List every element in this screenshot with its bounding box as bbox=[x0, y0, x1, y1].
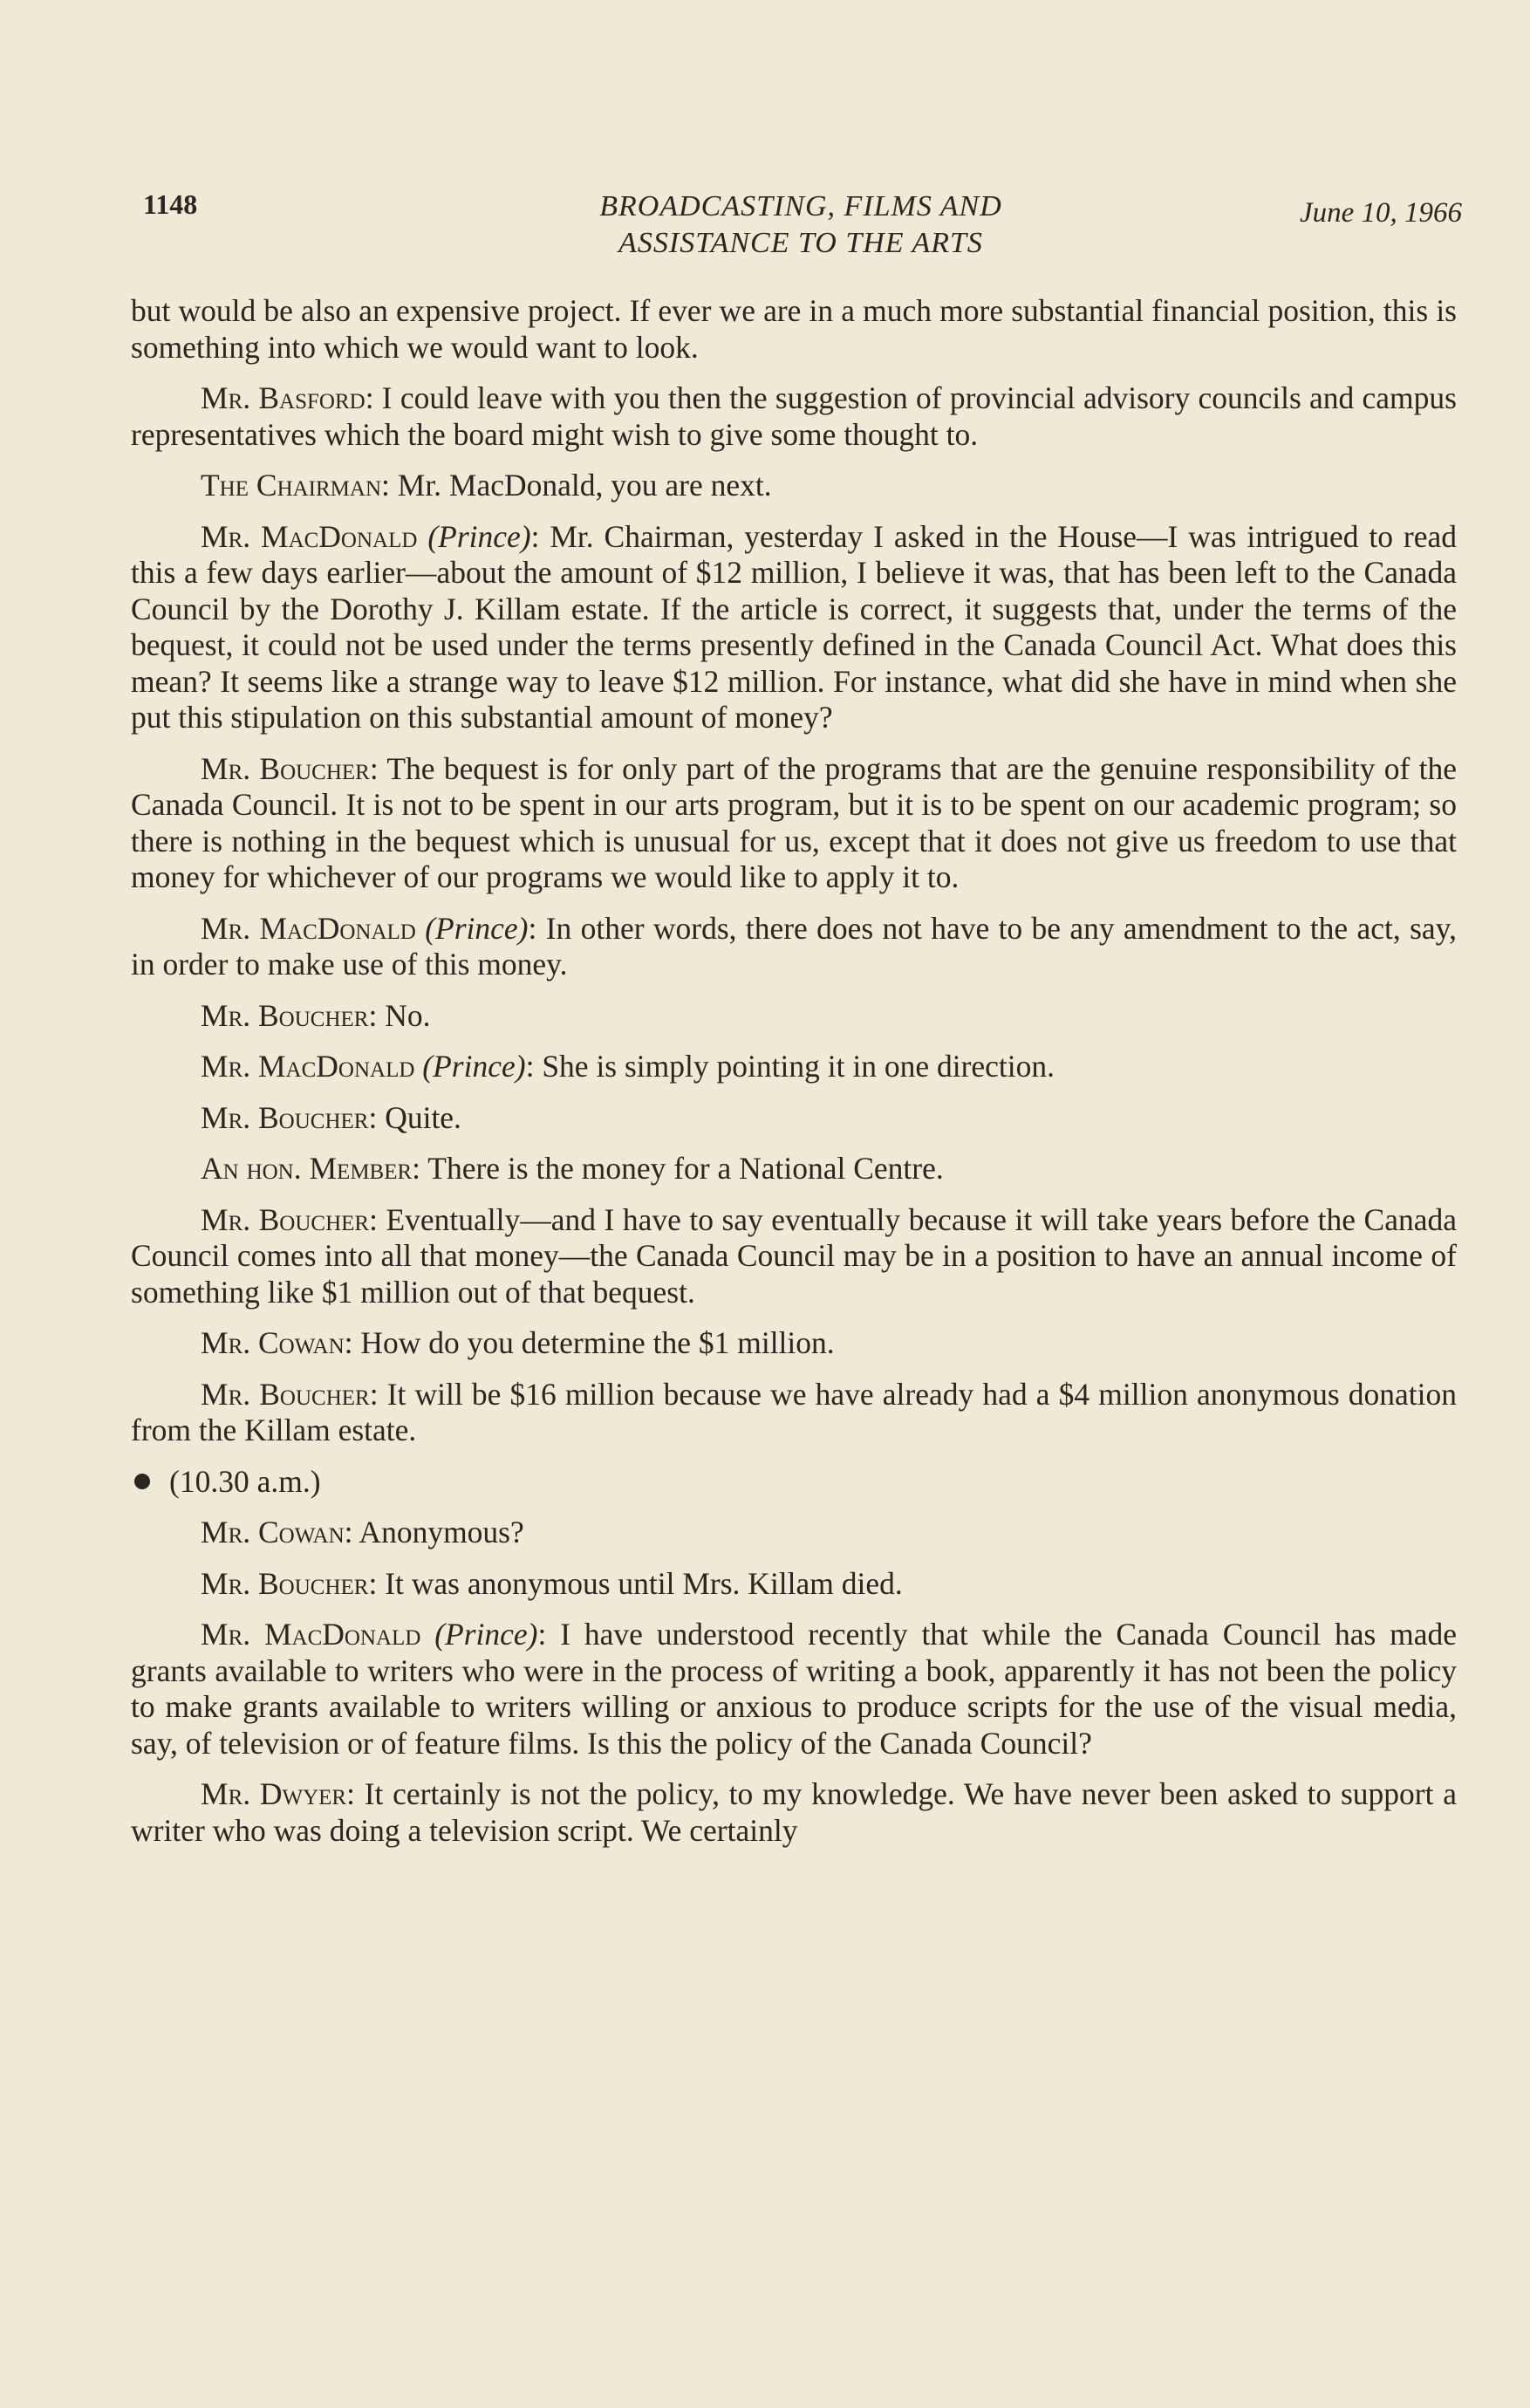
speaker-name: Mr. MacDonald bbox=[201, 1617, 421, 1652]
paragraph bbox=[131, 1515, 1457, 1551]
paragraph-text: : She is simply pointing it in one direction. bbox=[525, 1049, 1055, 1084]
speaker-constituency: (Prince) bbox=[434, 1617, 538, 1652]
time-marker bbox=[131, 1464, 1457, 1501]
paragraph bbox=[131, 1202, 1457, 1311]
paragraph-text: : How do you determine the $1 million. bbox=[344, 1325, 835, 1360]
paragraph bbox=[131, 1151, 1457, 1187]
speaker-name: Mr. Dwyer bbox=[201, 1776, 347, 1811]
running-title-line-1: BROADCASTING, FILMS AND bbox=[599, 190, 1002, 222]
paragraph bbox=[131, 1325, 1457, 1362]
paragraph bbox=[131, 911, 1457, 983]
speaker-name: Mr. MacDonald bbox=[201, 1049, 415, 1084]
paragraph-text: : It will be $16 million because we have already had a $4 million anonymous donation from the Killam estate. bbox=[131, 1376, 1458, 1447]
speaker-name: Mr. Cowan bbox=[201, 1515, 345, 1549]
paragraph bbox=[131, 1776, 1457, 1849]
paragraph bbox=[131, 1377, 1457, 1449]
paragraph bbox=[131, 751, 1457, 896]
running-title-line-2: ASSISTANCE TO THE ARTS bbox=[618, 227, 983, 259]
header-date: June 10, 1966 bbox=[1299, 197, 1462, 229]
speaker-constituency: (Prince) bbox=[425, 910, 529, 946]
speaker-name: Mr. Boucher bbox=[201, 1201, 370, 1237]
paragraph bbox=[131, 1049, 1457, 1085]
running-title bbox=[140, 188, 1462, 262]
speaker-constituency: (Prince) bbox=[422, 1049, 526, 1084]
paragraph bbox=[131, 468, 1457, 504]
paragraph-text: : In other words, there does not have to be any amendment to the act, say, in order to make use of this money. bbox=[131, 910, 1457, 982]
speaker-name: Mr. MacDonald bbox=[201, 910, 416, 946]
paragraph-text: : The bequest is for only part of the programs that are the genuine responsibility of the Canada Council. It is not to be spent in our arts program, but it is to be spent on our academic program; so there is nothing in the bequest which is unusual for us, except that it does not give us freedom to use that money for whichever of our programs we would like to apply it to. bbox=[131, 750, 1458, 894]
speaker-name: An hon. Member bbox=[201, 1151, 413, 1186]
paragraph-text: : Anonymous? bbox=[344, 1515, 524, 1549]
paragraph bbox=[131, 998, 1457, 1035]
paragraph-text: but would be also an expensive project. If ever we are in a much more substantial financial position, this is something into which we would want to look. bbox=[131, 293, 1457, 365]
page-number: 1148 bbox=[143, 188, 198, 220]
paragraph bbox=[131, 293, 1457, 366]
paragraph bbox=[131, 380, 1457, 453]
paragraph bbox=[131, 1566, 1457, 1603]
speaker-name: Mr. Boucher bbox=[201, 1376, 370, 1412]
speaker-name: The Chairman bbox=[201, 468, 382, 503]
speaker-name: Mr. Basford bbox=[201, 380, 365, 415]
paragraph-text: : I could leave with you then the suggestion of provincial advisory councils and campus representatives which the board might wish to give some thought to. bbox=[131, 380, 1457, 452]
time-marker-text: (10.30 a.m.) bbox=[169, 1463, 321, 1499]
paragraph-text: : It certainly is not the policy, to my knowledge. We have never been asked to support a writer who was doing a television script. We certainly bbox=[131, 1776, 1457, 1848]
speaker-name: Mr. Boucher bbox=[201, 750, 370, 786]
paragraph-text: : There is the money for a National Centre. bbox=[412, 1151, 944, 1186]
speaker-name: Mr. Boucher bbox=[201, 1099, 369, 1135]
paragraph bbox=[131, 1617, 1457, 1762]
paragraph-text: : It was anonymous until Mrs. Killam died. bbox=[368, 1565, 903, 1601]
paragraph-text: : Quite. bbox=[368, 1099, 461, 1135]
bullet-icon bbox=[134, 1474, 150, 1489]
paragraph-text: : Mr. MacDonald, you are next. bbox=[381, 468, 772, 503]
paragraph-text: : Eventually—and I have to say eventually because it will take years before the Canada Council comes into all that money—the Canada Council may be in a position to have an annual income of something like $1 million out of that bequest. bbox=[131, 1201, 1457, 1310]
paragraph-text: : Mr. Chairman, yesterday I asked in the House—I was intrigued to read this a few days earlier—about the amount of $12 million, I believe it was, that has been left to the Canada Council by the Dorothy J. Killam estate. If the article is correct, it suggests that, under the terms of the bequest, it could not be used under the terms presently defined in the Canada Council Act. What does this mean? It seems like a strange way to leave $12 million. For instance, what did she have in mind when she put this stipulation on this substantial amount of money? bbox=[131, 518, 1457, 735]
paragraph bbox=[131, 1100, 1457, 1137]
paragraph bbox=[131, 519, 1457, 736]
speaker-name: Mr. Boucher bbox=[201, 997, 369, 1033]
speaker-constituency: (Prince) bbox=[427, 518, 531, 554]
paragraph-text: : I have understood recently that while the Canada Council has made grants available to writers who were in the process of writing a book, apparently it has not been the policy to make grants available to writers willing or anxious to produce scripts for the use of the visual media, say, of television or of feature films. Is this the policy of the Canada Council? bbox=[131, 1617, 1457, 1761]
transcript-body bbox=[131, 293, 1457, 1864]
speaker-name: Mr. MacDonald bbox=[201, 518, 418, 554]
paragraph-text: : No. bbox=[368, 997, 431, 1033]
speaker-name: Mr. Cowan bbox=[201, 1325, 345, 1360]
speaker-name: Mr. Boucher bbox=[201, 1565, 369, 1601]
page-header bbox=[140, 185, 1462, 263]
